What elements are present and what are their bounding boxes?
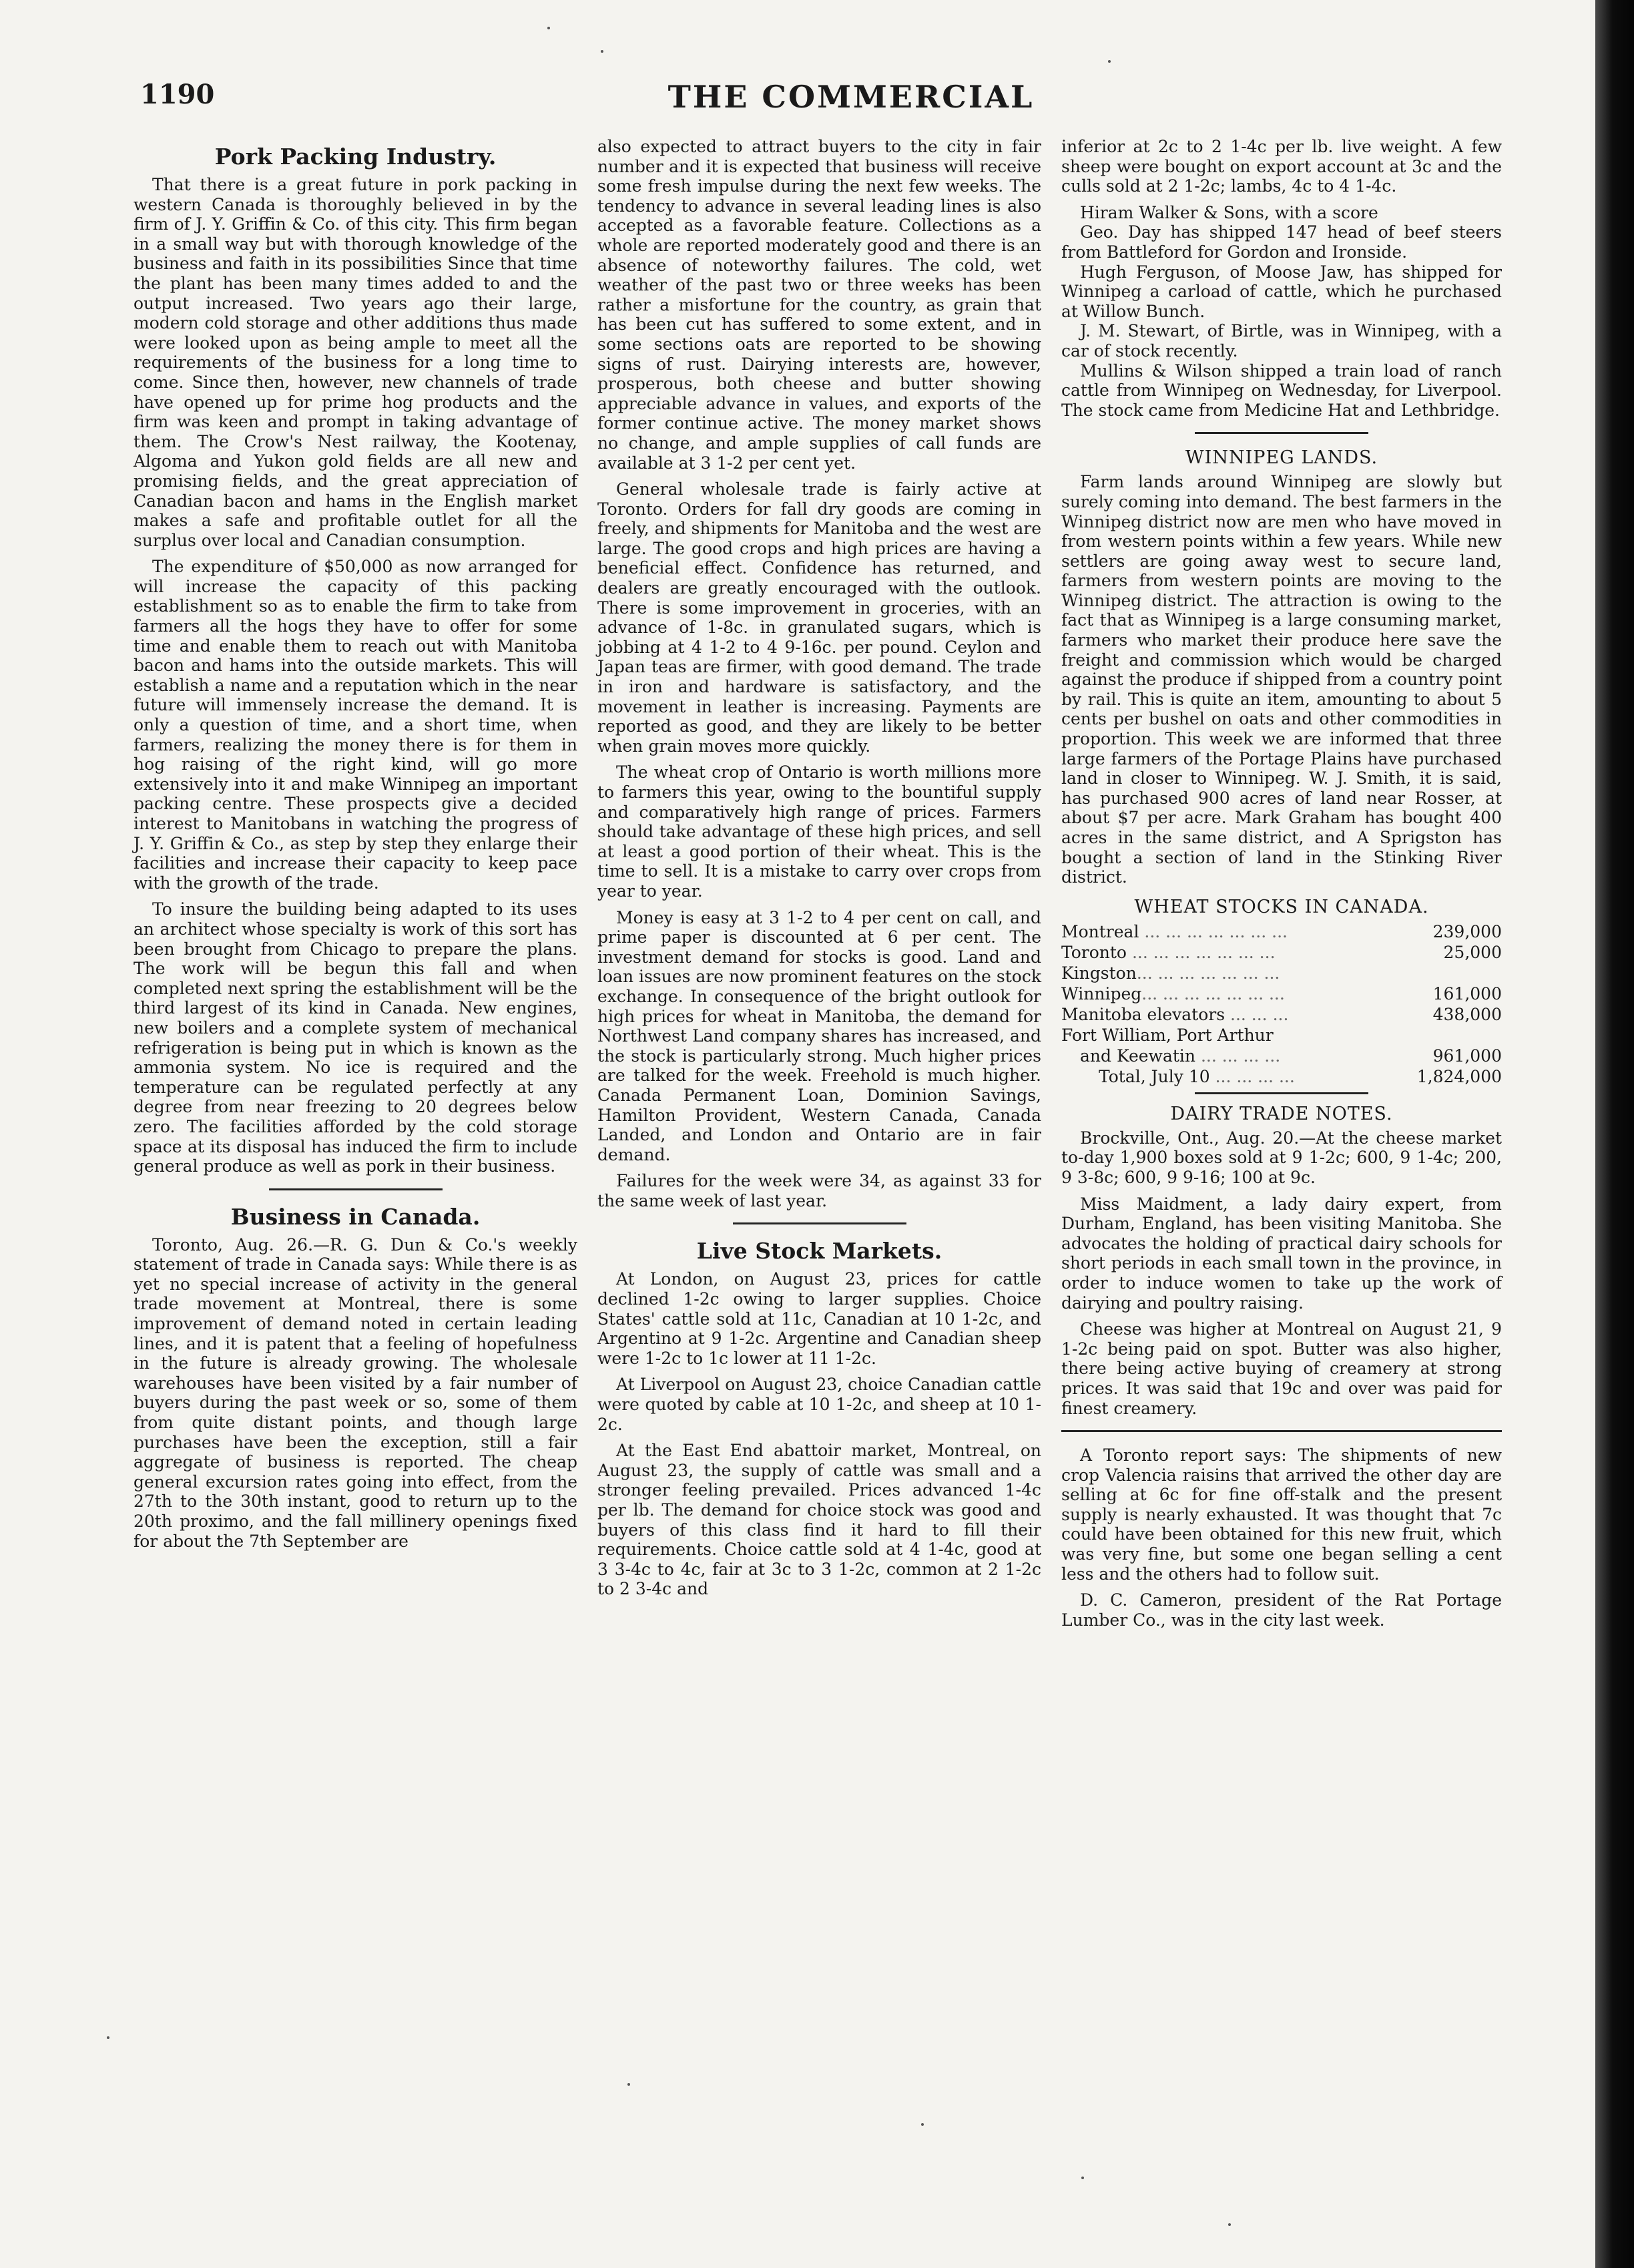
- scan-speck: [627, 2083, 630, 2086]
- total-label: Total, July 10: [1099, 1066, 1210, 1086]
- paragraph: also expected to attract buyers to the city in fair number and it is expected that business will receive some fresh impulse during the next few weeks. The tendency to advance in several leading lines is also accepted as a favorable feature. Collections as a whole are reported moderately good and there is an absence of noteworthy failures. The cold, wet weather of the past two or three weeks has been rather a misfortune for the country, as grain that has been cut has suffered to some extent, and in some sections oats are reported to be showing signs of rust. Dairying interests are, however, prosperous, both cheese and butter showing appreciable advance in values, and exports of the former continue active. The money market shows no change, and ample supplies of call funds are available at 3 1-2 per cent yet.: [597, 137, 1041, 473]
- dot-leader: ... ... ... ... ... ... ...: [1136, 963, 1280, 983]
- headline-live-stock-markets: Live Stock Markets.: [696, 1238, 942, 1265]
- dot-leader: ... ... ...: [1225, 1004, 1289, 1024]
- row-value: [1384, 963, 1502, 983]
- headline-pork-packing: Pork Packing Industry.: [214, 144, 497, 170]
- total-value: 1,824,000: [1416, 1066, 1502, 1086]
- table-row: [1061, 1004, 1502, 1025]
- paragraph: Miss Maidment, a lady dairy expert, from Durham, England, has been visiting Manitoba. She advocates the holding of practical dairy schools for short periods in each small town in the province, in order to induce women to take up the work of dairying and poultry raising.: [1061, 1194, 1502, 1313]
- row-label: Kingston: [1061, 963, 1137, 983]
- dot-leader: ... ... ... ...: [1195, 1046, 1281, 1066]
- scan-speck: [1081, 2177, 1084, 2179]
- table-row: [1061, 1025, 1502, 1046]
- dot-leader: ... ... ... ... ... ... ...: [1141, 983, 1285, 1003]
- scan-speck: [1108, 60, 1111, 63]
- section-divider: [269, 1188, 443, 1190]
- paragraph: Toronto, Aug. 26.—R. G. Dun & Co.'s weekly statement of trade in Canada says: While there is as yet no special increase of activity in the general trade movement at Montreal, there is some improvement of demand noted in certain leading lines, and it is patent that a feeling of hopefulness in the future is already growing. The wholesale warehouses have been visited by a fair number of buyers during the past week or so, some of them from quite distant points, and though large purchases have been the exception, still a fair aggregate of business is reported. The cheap general excursion rates going into effect, from the 27th to the 30th instant, good to return up to the 20th proximo, and the fall millinery openings fixed for about the 7th September are: [133, 1234, 577, 1551]
- paragraph: General wholesale trade is fairly active at Toronto. Orders for fall dry goods are coming in freely, and shipments for Manitoba and the west are large. The good crops and high prices are having a beneficial effect. Confidence has returned, and dealers are greatly encouraged with the outlook. There is some improvement in groceries, with an advance of 1-8c. in granulated sugars, which is jobbing at 4 1-2 to 4 9-16c. per pound. Ceylon and Japan teas are firmer, with good demand. The trade in iron and hardware is satisfactory, and the movement in leather is increasing. Payments are reported as good, and they are likely to be better when grain moves more quickly.: [597, 479, 1041, 756]
- column-2: [597, 137, 1041, 1606]
- column-1: [133, 137, 577, 1558]
- dot-leader: ... ... ... ...: [1209, 1066, 1295, 1086]
- paragraph: Geo. Day has shipped 147 head of beef steers from Battleford for Gordon and Ironside.: [1061, 222, 1502, 262]
- headline-wheat-stocks: WHEAT STOCKS IN CANADA.: [1134, 896, 1429, 917]
- paragraph: The wheat crop of Ontario is worth millions more to farmers this year, owing to the bountiful supply and comparatively high range of prices. Farmers should take advantage of these high prices, and sell at least a good portion of their wheat. This is the time to sell. It is a mistake to carry over crops from year to year.: [597, 762, 1041, 901]
- table-total-row: [1061, 1066, 1502, 1087]
- page-number: 1190: [140, 79, 215, 110]
- section-divider: [1195, 1092, 1368, 1094]
- row-value: 25,000: [1443, 942, 1502, 962]
- column-3: [1061, 137, 1502, 1636]
- scan-speck: [1228, 2223, 1231, 2226]
- row-label: Toronto: [1061, 942, 1127, 962]
- row-value: 161,000: [1432, 983, 1502, 1003]
- row-label: Montreal: [1061, 921, 1139, 941]
- headline-dairy-trade-notes: DAIRY TRADE NOTES.: [1170, 1103, 1393, 1124]
- paragraph: D. C. Cameron, president of the Rat Portage Lumber Co., was in the city last week.: [1061, 1590, 1502, 1630]
- row-label: Winnipeg: [1061, 983, 1142, 1003]
- section-divider: [1195, 432, 1368, 434]
- paragraph: Farm lands around Winnipeg are slowly but surely coming into demand. The best farmers in the Winnipeg district now are men who have moved in from western points within a few years. While new settlers are going away west to secure land, farmers from western points are moving to the Winnipeg district. The attraction is owing to the fact that as Winnipeg is a large consuming market, farmers who market their produce here save the freight and commission which would be charged against the produce if shipped from a country point by rail. This is quite an item, amounting to about 5 cents per bushel on oats and other commodities in proportion. This week we are informed that three large farmers of the Portage Plains have purchased land in closer to Winnipeg. W. J. Smith, it is said, has purchased 900 acres of land near Rosser, at about $7 per acre. Mark Graham has bought 400 acres in the same district, and A Sprigston has bought a section of land in the Stinking River district.: [1061, 472, 1502, 887]
- table-row: [1061, 1046, 1502, 1066]
- paragraph: That there is a great future in pork packing in western Canada is thoroughly believed in by the firm of J. Y. Griffin & Co. of this city. This firm began in a small way but with thorough knowledge of the business and faith in its possibilities Since that time the plant has been many times added to and the output increased. Two years ago their large, modern cold storage and other additions thus made were looked upon as being ample to meet all the requirements of the business for a long time to come. Since then, however, new channels of trade have opened up for prime hog products and the firm was keen and prompt in taking advantage of them. The Crow's Nest railway, the Kootenay, Algoma and Yukon gold fields are all new and promising fields, and the great appreciation of Canadian bacon and hams in the English market makes a safe and profitable outlet for all the surplus over local and Canadian consumption.: [133, 175, 577, 550]
- paragraph: Hugh Ferguson, of Moose Jaw, has shipped for Winnipeg a carload of cattle, which he purchased at Willow Bunch.: [1061, 262, 1502, 321]
- paragraph: Hiram Walker & Sons, with a score: [1080, 202, 1378, 222]
- row-label: and Keewatin: [1080, 1046, 1195, 1066]
- paragraph: Mullins & Wilson shipped a train load of ranch cattle from Winnipeg on Wednesday, for Liverpool. The stock came from Medicine Hat and Lethbridge.: [1061, 361, 1502, 420]
- paragraph: To insure the building being adapted to its uses an architect whose specialty is work of this sort has been brought from Chicago to prepare the plans. The work will be begun this fall and when completed next spring the establishment will be the third largest of its kind in Canada. New engines, new boilers and a complete system of mechanical refrigeration is being put in which is known as the ammonia system. No ice is required and the temperature can be regulated perfectly at any degree from near freezing to 20 degrees below zero. The facilities afforded by the cold storage space at its disposal has induced the firm to include general produce as well as pork in their business.: [133, 899, 577, 1176]
- scan-speck: [601, 50, 603, 53]
- row-label: Fort William, Port Arthur: [1061, 1025, 1274, 1045]
- paragraph: Money is easy at 3 1-2 to 4 per cent on call, and prime paper is discounted at 6 per cent. The investment demand for stocks is good. Land and loan issues are now prominent features on the stock exchange. In consequence of the bright outlook for high prices for wheat in Manitoba, the demand for Northwest Land company shares has increased, and the stock is particularly strong. Much higher prices are talked for the week. Freehold is much higher. Canada Permanent Loan, Dominion Savings, Hamilton Provident, Western Canada, Canada Landed, and London and Ontario are in fair demand.: [597, 907, 1041, 1164]
- scan-speck: [921, 2123, 924, 2126]
- table-row: [1061, 942, 1502, 963]
- paragraph: Brockville, Ont., Aug. 20.—At the cheese market to-day 1,900 boxes sold at 9 1-2c; 600, 9 1-4c; 200, 9 3-8c; 600, 9 9-16; 100 at 9c.: [1061, 1128, 1502, 1187]
- row-value: 961,000: [1432, 1046, 1502, 1066]
- paragraph: A Toronto report says: The shipments of new crop Valencia raisins that arrived the other day are selling at 6c for fine off-stalk and the present supply is nearly exhausted. It was thought that 7c could have been obtained for this new fruit, which was very fine, but some one began selling a cent less and the others had to follow suit.: [1061, 1445, 1502, 1584]
- table-row: [1061, 921, 1502, 942]
- scan-speck: [547, 27, 550, 29]
- dot-leader: ... ... ... ... ... ... ...: [1139, 921, 1288, 941]
- paragraph: At Liverpool on August 23, choice Canadian cattle were quoted by cable at 10 1-2c, and sheep at 10 1-2c.: [597, 1375, 1041, 1434]
- headline-winnipeg-lands: WINNIPEG LANDS.: [1185, 447, 1378, 469]
- table-row: [1061, 963, 1502, 983]
- page-header: [133, 79, 1569, 119]
- paragraph: At the East End abattoir market, Montreal, on August 23, the supply of cattle was small and a stronger feeling prevailed. Prices advanced 1-4c per lb. The demand for choice stock was good and buyers of this class find it hard to fill their requirements. Choice cattle sold at 4 1-4c, good at 3 3-4c to 4c, fair at 3c to 3 1-2c, common at 2 1-2c to 2 3-4c and: [597, 1441, 1041, 1599]
- paragraph: At London, on August 23, prices for cattle declined 1-2c owing to larger supplies. Choice States' cattle sold at 11c, Canadian at 10 1-2c, and Argentino at 9 1-2c. Argentine and Canadian sheep were 1-2c to 1c lower at 11 1-2c.: [597, 1269, 1041, 1368]
- table-row: [1061, 983, 1502, 1004]
- row-value: 438,000: [1432, 1004, 1502, 1024]
- paragraph: The expenditure of $50,000 as now arranged for will increase the capacity of this packing establishment so as to enable the firm to take from farmers all the hogs they have to offer for some time and enable them to reach out with Manitoba bacon and hams into the outside markets. This will establish a name and a reputation which in the near future will immensely increase the demand. It is only a question of time, and a short time, when farmers, realizing the money there is for them in hog raising of the right kind, will go more extensively into it and make Winnipeg an important packing centre. These prospects give a decided interest to Manitobans in watching the progress of J. Y. Griffin & Co., as step by step they enlarge their facilities and increase their capacity to keep pace with the growth of the trade.: [133, 557, 577, 893]
- scan-speck: [107, 2036, 109, 2039]
- dot-leader: ... ... ... ... ... ... ...: [1127, 942, 1276, 962]
- section-divider: [733, 1222, 906, 1224]
- wheat-stocks-table: [1061, 921, 1502, 1087]
- masthead: THE COMMERCIAL: [667, 79, 1035, 115]
- headline-business-in-canada: Business in Canada.: [230, 1203, 481, 1230]
- paragraph: inferior at 2c to 2 1-4c per lb. live weight. A few sheep were bought on export account at 3c and the culls sold at 2 1-2c; lambs, 4c to 4 1-4c.: [1061, 137, 1502, 196]
- scanned-page-edge: [1595, 0, 1634, 2268]
- section-divider: [1061, 1430, 1502, 1432]
- paragraph: Failures for the week were 34, as against 33 for the same week of last year.: [597, 1171, 1041, 1210]
- paragraph: J. M. Stewart, of Birtle, was in Winnipeg, with a car of stock recently.: [1061, 321, 1502, 361]
- paragraph: Cheese was higher at Montreal on August 21, 9 1-2c being paid on spot. Butter was also higher, there being active buying of creamery at strong prices. It was said that 19c and over was paid for finest creamery.: [1061, 1319, 1502, 1418]
- row-value: 239,000: [1432, 921, 1502, 941]
- row-label: Manitoba elevators: [1061, 1004, 1226, 1024]
